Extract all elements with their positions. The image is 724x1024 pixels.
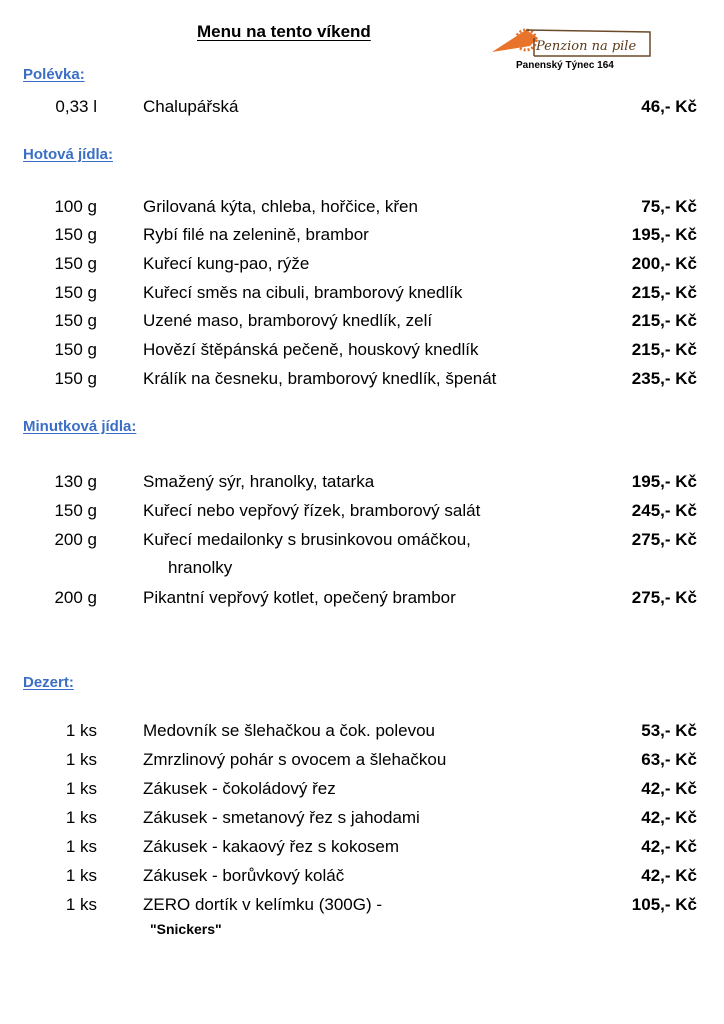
menu-row [0,530,724,554]
item-quantity: 150 g [54,340,97,359]
menu-row [0,895,724,919]
item-price: 215,- Kč [631,340,697,359]
item-quantity: 150 g [54,501,97,520]
menu-row [0,197,724,221]
item-name: Uzené maso, bramborový knedlík, zelí [143,311,433,330]
menu-row [0,97,724,121]
item-price: 75,- Kč [641,197,697,216]
menu-row [0,472,724,496]
item-price: 235,- Kč [631,369,697,388]
menu-row [0,369,724,393]
item-name: Kuřecí nebo vepřový řízek, bramborový salát [143,501,481,520]
item-price: 275,- Kč [631,530,697,549]
item-price: 200,- Kč [631,254,697,273]
item-quantity: 200 g [54,530,97,549]
item-quantity: 130 g [54,472,97,491]
item-name: Smažený sýr, hranolky, tatarka [143,472,375,491]
item-price: 63,- Kč [641,750,697,769]
menu-row [0,808,724,832]
item-price: 42,- Kč [641,808,697,827]
menu-row [0,750,724,774]
item-name: Kuřecí medailonky s brusinkovou omáčkou, [143,530,471,549]
item-quantity: 1 ks [65,750,97,769]
item-quantity: 150 g [54,311,97,330]
item-name: Rybí filé na zelenině, brambor [143,225,369,244]
menu-row [0,501,724,525]
item-price: 42,- Kč [641,837,697,856]
item-name: Grilovaná kýta, chleba, hořčice, křen [143,197,418,216]
item-name: Pikantní vepřový kotlet, opečený brambor [143,588,456,607]
item-quantity: 1 ks [65,721,97,740]
menu-row [0,225,724,249]
item-name: Zákusek - smetanový řez s jahodami [143,808,420,827]
item-price: 42,- Kč [641,866,697,885]
item-price: 46,- Kč [641,97,697,116]
menu-row [0,254,724,278]
page-title: Menu na tento víkend [197,22,371,41]
item-name-continuation: hranolky [168,558,233,577]
item-name: Kuřecí směs na cibuli, bramborový knedlík [143,283,463,302]
item-name: Zmrzlinový pohár s ovocem a šlehačkou [143,750,447,769]
logo-address: Panenský Týnec 164 [516,60,614,71]
item-price: 195,- Kč [631,472,697,491]
section-heading-dezert: Dezert: [23,674,74,691]
item-price: 42,- Kč [641,779,697,798]
item-quantity: 100 g [54,197,97,216]
item-quantity: 150 g [54,283,97,302]
item-name-continuation: "Snickers" [150,921,222,937]
item-quantity: 150 g [54,254,97,273]
item-name: Chalupářská [143,97,239,116]
item-name: Králík na česneku, bramborový knedlík, špenát [143,369,497,388]
menu-row [0,311,724,335]
menu-row [0,779,724,803]
menu-row [0,283,724,307]
menu-row [0,340,724,364]
item-price: 275,- Kč [631,588,697,607]
item-name: Hovězí štěpánská pečeně, houskový knedlík [143,340,479,359]
item-name: Zákusek - kakaový řez s kokosem [143,837,400,856]
item-price: 53,- Kč [641,721,697,740]
item-price: 195,- Kč [631,225,697,244]
menu-row [0,588,724,612]
item-price: 245,- Kč [631,501,697,520]
item-quantity: 1 ks [65,837,97,856]
item-price: 105,- Kč [631,895,697,914]
section-heading-minutkova-jidla: Minutková jídla: [23,418,137,435]
item-name: Kuřecí kung-pao, rýže [143,254,310,273]
item-quantity: 0,33 l [55,97,97,116]
item-quantity: 200 g [54,588,97,607]
item-quantity: 150 g [54,225,97,244]
item-price: 215,- Kč [631,311,697,330]
menu-row [0,837,724,861]
item-quantity: 1 ks [65,779,97,798]
item-price: 215,- Kč [631,283,697,302]
logo-name: Penzion na pile [536,39,637,54]
menu-row [0,721,724,745]
item-quantity: 1 ks [65,808,97,827]
item-quantity: 1 ks [65,895,97,914]
item-quantity: 1 ks [65,866,97,885]
item-name: Medovník se šlehačkou a čok. polevou [143,721,436,740]
section-heading-hotova-jidla: Hotová jídla: [23,146,114,163]
menu-row [0,866,724,890]
logo [490,26,655,76]
item-quantity: 150 g [54,369,97,388]
item-name: ZERO dortík v kelímku (300G) - [143,895,382,914]
item-name: Zákusek - borůvkový koláč [143,866,345,885]
section-heading-polevka: Polévka: [23,66,85,83]
item-name: Zákusek - čokoládový řez [143,779,336,798]
